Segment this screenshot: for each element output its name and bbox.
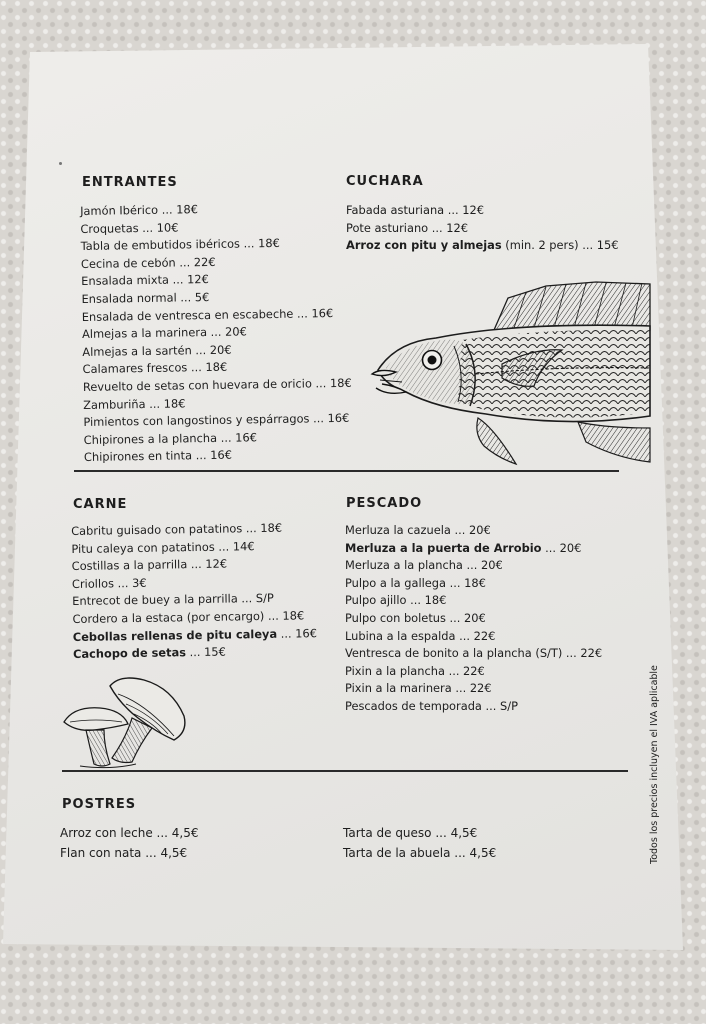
mushroom-illustration bbox=[60, 674, 192, 770]
postres-list-right bbox=[343, 823, 496, 863]
section-title-pescado: PESCADO bbox=[346, 496, 423, 511]
menu-item: Almejas a la sartén ... 20€ bbox=[82, 342, 232, 359]
menu-item: Costillas a la parrilla ... 12€ bbox=[71, 556, 228, 574]
menu-item: Merluza a la plancha ... 20€ bbox=[345, 558, 503, 573]
iva-note: Todos los precios incluyen el IVA aplicable bbox=[649, 665, 660, 864]
menu-item-name: Arroz con pitu y almejas bbox=[346, 238, 502, 253]
menu-item-detail: (min. 2 pers) ... 15€ bbox=[501, 238, 619, 253]
fish-illustration bbox=[366, 278, 652, 468]
menu-item: Criollos ... 3€ bbox=[71, 575, 147, 591]
menu-item: Tabla de embutidos ibéricos ... 18€ bbox=[80, 236, 280, 254]
menu-item: Pixin a la plancha ... 22€ bbox=[345, 663, 485, 678]
menu-item: Merluza la cazuela ... 20€ bbox=[345, 523, 491, 537]
cuchara-list bbox=[346, 202, 618, 255]
menu-item: Ensalada normal ... 5€ bbox=[81, 289, 210, 306]
section-title-carne: CARNE bbox=[73, 497, 128, 512]
menu-item: Pote asturiano ... 12€ bbox=[346, 220, 468, 235]
menu-item: Ensalada mixta ... 12€ bbox=[81, 272, 209, 289]
menu-item: Calamares frescos ... 18€ bbox=[82, 360, 228, 377]
menu-item: Entrecot de buey a la parrilla ... S/P bbox=[72, 591, 274, 609]
menu-item-special bbox=[346, 237, 618, 255]
menu-item: Chipirones a la plancha ... 16€ bbox=[83, 429, 257, 447]
menu-item: Zamburiña ... 18€ bbox=[83, 395, 186, 412]
menu-item: Pimientos con langostinos y espárragos ... 16€ bbox=[83, 410, 350, 430]
menu-item-name: Cachopo de setas bbox=[72, 645, 187, 662]
menu-item: Pitu caleya con patatinos ... 14€ bbox=[71, 538, 255, 556]
section-title-cuchara: CUCHARA bbox=[346, 174, 424, 189]
postres-list-left bbox=[60, 823, 199, 863]
menu-item-price: ... 16€ bbox=[276, 625, 318, 641]
menu-item: Pescados de temporada ... S/P bbox=[345, 698, 518, 713]
menu-item: Ensalada de ventresca en escabeche ... 16€ bbox=[81, 305, 334, 324]
menu-item: Revuelto de setas con huevara de oricio ... 18€ bbox=[82, 375, 352, 394]
section-title-postres: POSTRES bbox=[62, 797, 137, 812]
menu-item: Arroz con leche ... 4,5€ bbox=[60, 826, 199, 840]
menu-item: Flan con nata ... 4,5€ bbox=[60, 846, 188, 860]
section-divider bbox=[74, 470, 619, 472]
menu-item: Croquetas ... 10€ bbox=[80, 220, 179, 236]
menu-item: Lubina a la espalda ... 22€ bbox=[345, 628, 496, 643]
menu-item-price: ... 20€ bbox=[541, 540, 582, 555]
menu-item: Pulpo a la gallega ... 18€ bbox=[345, 575, 486, 590]
menu-item: Pixin a la marinera ... 22€ bbox=[345, 681, 492, 696]
menu-item: Fabada asturiana ... 12€ bbox=[346, 203, 484, 217]
menu-item: Cordero a la estaca (por encargo) ... 18€ bbox=[72, 608, 305, 626]
menu-item: Jamón Ibérico ... 18€ bbox=[80, 202, 199, 218]
paper-speck bbox=[59, 162, 62, 165]
menu-item: Almejas a la marinera ... 20€ bbox=[81, 324, 247, 342]
section-title-entrantes: ENTRANTES bbox=[82, 175, 178, 190]
entrantes-list bbox=[80, 199, 353, 467]
section-divider bbox=[62, 770, 628, 772]
menu-item: Tarta de la abuela ... 4,5€ bbox=[343, 846, 497, 860]
menu-item-bold bbox=[345, 540, 602, 558]
menu-item: Tarta de queso ... 4,5€ bbox=[343, 826, 478, 840]
menu-item: Cecina de cebón ... 22€ bbox=[80, 254, 216, 271]
pescado-list bbox=[345, 522, 602, 716]
menu-item-price: ... 15€ bbox=[185, 644, 226, 660]
menu-item-name: Merluza a la puerta de Arrobio bbox=[345, 540, 542, 555]
carne-list bbox=[71, 519, 317, 664]
menu-item: Chipirones en tinta ... 16€ bbox=[83, 447, 232, 465]
menu-item: Cabritu guisado con patatinos ... 18€ bbox=[71, 520, 283, 538]
menu-item: Ventresca de bonito a la plancha (S/T) ... 22€ bbox=[345, 646, 603, 661]
menu-item-name: Cebollas rellenas de pitu caleya bbox=[72, 626, 278, 644]
menu-item: Pulpo ajillo ... 18€ bbox=[345, 593, 447, 608]
menu-item: Pulpo con boletus ... 20€ bbox=[345, 610, 486, 625]
